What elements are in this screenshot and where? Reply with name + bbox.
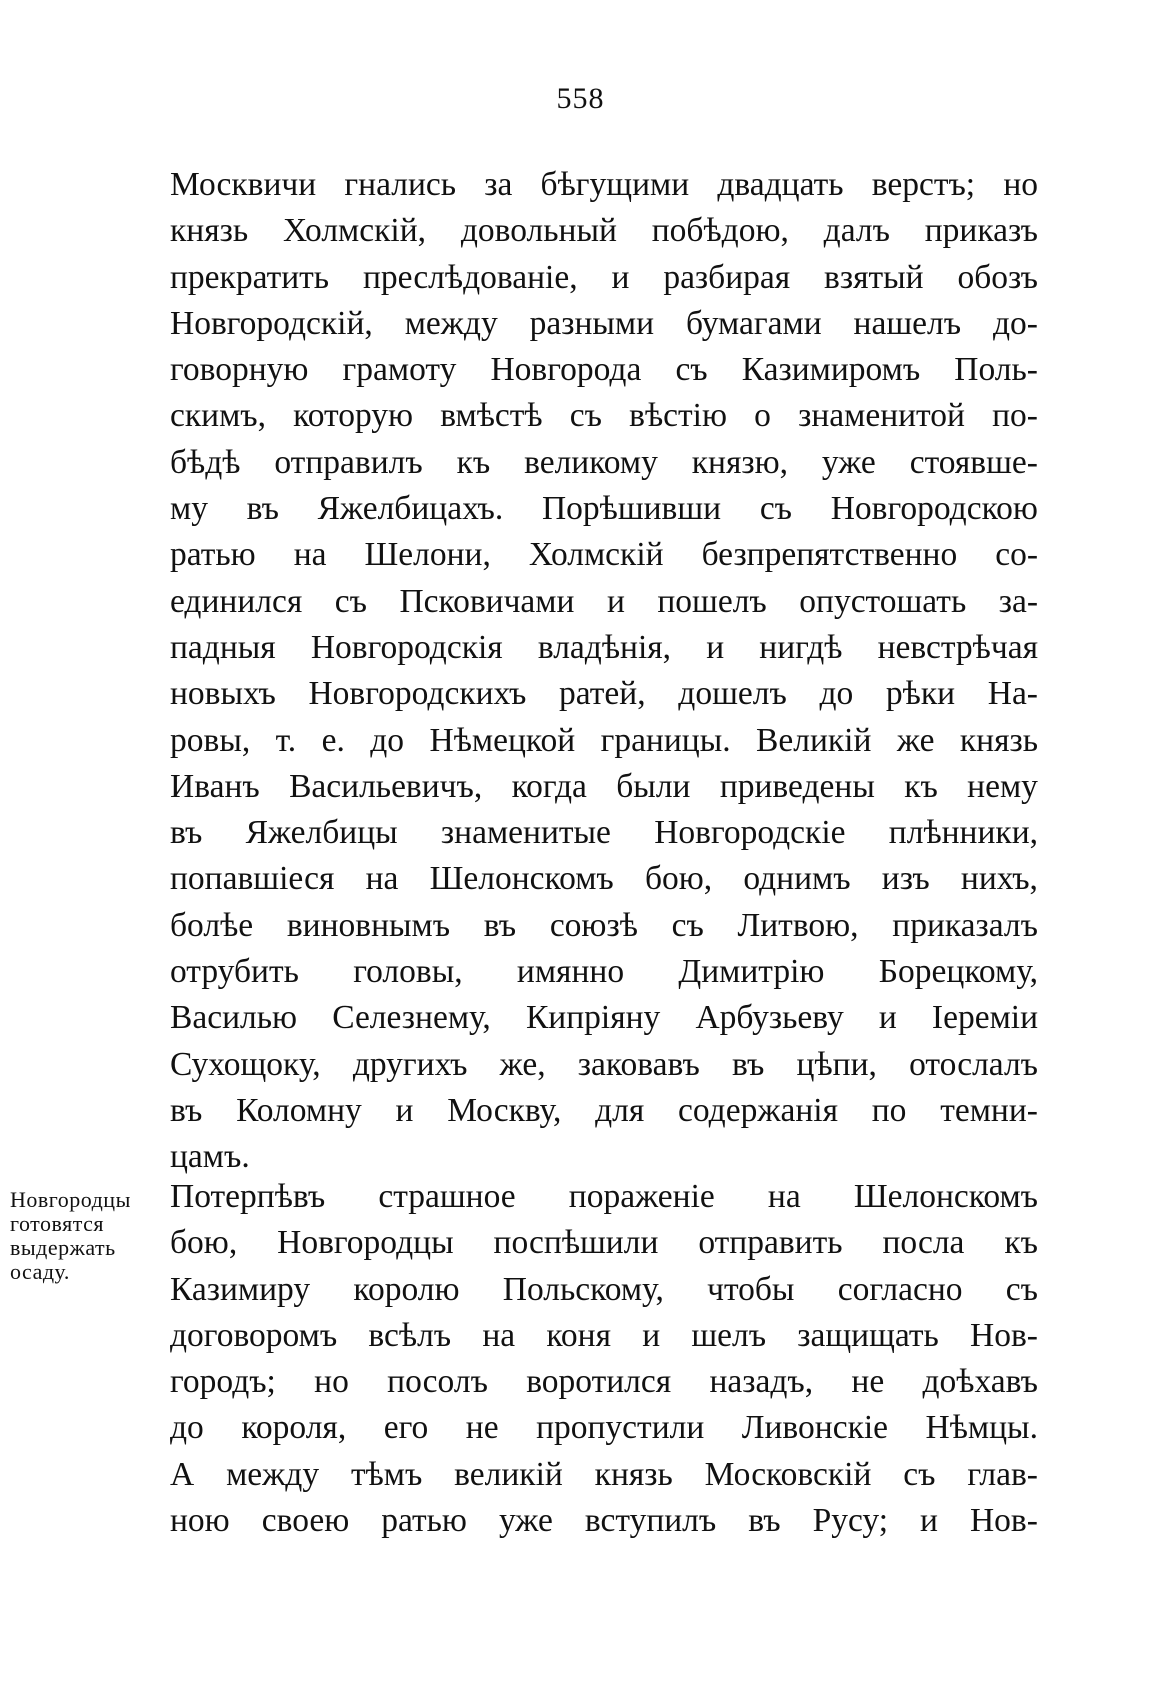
word: глав- — [967, 1455, 1038, 1493]
word: Новгородскія — [310, 628, 503, 666]
text-line — [170, 1042, 1038, 1088]
word: границы. — [600, 721, 731, 759]
word: знаменитой — [798, 397, 965, 435]
word: до — [370, 721, 405, 759]
word: великій — [454, 1455, 563, 1493]
word: въ — [170, 1091, 203, 1129]
word: Новгородскихъ — [308, 675, 527, 713]
word: съ — [759, 490, 793, 528]
word: опустошать — [799, 582, 967, 620]
word: Шелонскомъ — [429, 860, 614, 898]
word: бою, — [170, 1224, 238, 1262]
word: приведены — [719, 767, 875, 805]
word: бѣгущими — [540, 166, 690, 203]
word: нашелъ — [853, 304, 962, 342]
word: къ — [904, 767, 938, 805]
word: Иванъ — [170, 767, 260, 805]
text-line — [170, 995, 1038, 1041]
word: нихъ, — [960, 860, 1038, 898]
word: Псковичами — [399, 582, 575, 620]
word: всѣлъ — [368, 1316, 452, 1354]
word: же, — [499, 1045, 546, 1083]
word: до — [170, 1409, 204, 1447]
word: изъ — [881, 860, 930, 898]
text-line — [170, 347, 1038, 393]
word: невстрѣчая — [877, 628, 1038, 666]
word: Нѣмцы. — [925, 1409, 1038, 1447]
word: разными — [529, 304, 655, 342]
text-line — [170, 1088, 1038, 1134]
word: приказалъ — [892, 906, 1038, 944]
word: ратей, — [559, 675, 646, 713]
word: королю — [353, 1270, 460, 1308]
word: Димитрію — [678, 953, 825, 991]
word: и — [611, 258, 630, 296]
word: пропустили — [536, 1409, 705, 1447]
text-line — [170, 301, 1038, 347]
text-line — [170, 579, 1038, 625]
word: Василью — [170, 999, 298, 1037]
word: согласно — [837, 1270, 963, 1308]
word: содержанія — [678, 1091, 838, 1129]
word: были — [616, 767, 691, 805]
text-line — [170, 1220, 1038, 1266]
marginal-note-line: выдержать — [10, 1235, 116, 1260]
word: Борецкому, — [878, 953, 1038, 991]
word: отослалъ — [909, 1045, 1038, 1083]
word: приказъ — [924, 212, 1038, 250]
word: А — [170, 1455, 195, 1493]
word: Холмскій, — [282, 212, 427, 250]
word: съ — [675, 351, 708, 389]
word: темни- — [940, 1091, 1038, 1129]
text-line — [170, 625, 1038, 671]
text-line — [170, 1359, 1038, 1405]
word: съ — [1005, 1270, 1038, 1308]
word: бумагами — [685, 304, 822, 342]
text-line — [170, 1267, 1038, 1313]
word: пошелъ — [657, 582, 767, 620]
word: Москвичи — [170, 166, 317, 203]
word: Нѣмецкой — [429, 721, 576, 759]
word: ратью — [381, 1502, 467, 1540]
word: которую — [293, 397, 414, 435]
word: Русу; — [812, 1502, 889, 1540]
word: Васильевичъ, — [289, 767, 483, 805]
word: на — [482, 1316, 516, 1354]
word: договоромъ — [170, 1316, 338, 1354]
text-line — [170, 1452, 1038, 1498]
word: вмѣстѣ — [440, 397, 543, 435]
word: воротился — [526, 1363, 672, 1401]
word: новыхъ — [170, 675, 276, 713]
word: заковавъ — [577, 1045, 700, 1083]
word: со- — [995, 536, 1038, 574]
text-line — [170, 949, 1038, 995]
word: защищать — [797, 1316, 939, 1354]
word: плѣнники, — [888, 814, 1038, 852]
word: по- — [992, 397, 1038, 435]
word: Польскому, — [502, 1270, 664, 1308]
word: съ — [903, 1455, 936, 1493]
word: великому — [524, 443, 658, 481]
word: Потерпѣвъ — [170, 1178, 326, 1215]
word: Новгорода — [490, 351, 642, 389]
word: стоявше- — [909, 443, 1038, 481]
word: къ — [1004, 1224, 1038, 1262]
word: говорную — [170, 351, 309, 389]
word: и — [642, 1316, 661, 1354]
text-line — [170, 810, 1038, 856]
word: Московскій — [704, 1455, 872, 1493]
word: Литвою, — [737, 906, 859, 944]
word: падныя — [170, 628, 276, 666]
word: ною — [170, 1502, 230, 1540]
word: вступилъ — [584, 1502, 717, 1540]
word: разбирая — [663, 258, 791, 296]
word: взятый — [824, 258, 924, 296]
word: въ — [748, 1502, 781, 1540]
word: коня — [546, 1316, 611, 1354]
word: преслѣдованіе, — [362, 258, 578, 296]
word: на — [293, 536, 327, 574]
word: отправилъ — [274, 443, 423, 481]
word: отрубить — [170, 953, 299, 991]
word: городъ; — [170, 1363, 276, 1401]
word: Арбузьеву — [695, 999, 844, 1037]
word: верстъ; — [871, 166, 976, 203]
word: дошелъ — [678, 675, 787, 713]
word: т. — [275, 721, 297, 759]
text-line — [170, 903, 1038, 949]
word: посла — [882, 1224, 965, 1262]
word: князю, — [691, 443, 789, 481]
word: довольный — [460, 212, 617, 250]
word: Казимиромъ — [741, 351, 921, 389]
word: Коломну — [236, 1091, 362, 1129]
word: далъ — [823, 212, 890, 250]
word: отправить — [698, 1224, 843, 1262]
word: Новгородцы — [277, 1224, 454, 1262]
word: рѣки — [885, 675, 956, 713]
word: му — [170, 490, 208, 528]
word: нему — [967, 767, 1038, 805]
word: болѣе — [170, 906, 254, 944]
word: посолъ — [387, 1363, 488, 1401]
word: въ — [170, 814, 203, 852]
word: и — [606, 582, 625, 620]
word: не — [465, 1409, 499, 1447]
word: доѣхавъ — [922, 1363, 1038, 1401]
word: на — [365, 860, 399, 898]
text-line — [170, 162, 1038, 208]
word: шелъ — [691, 1316, 767, 1354]
word: Яжелбицы — [245, 814, 398, 852]
word: не — [851, 1363, 885, 1401]
word: виновнымъ — [286, 906, 451, 944]
word: безпрепятственно — [701, 536, 958, 574]
word: къ — [456, 443, 491, 481]
word: бѣдѣ — [170, 443, 241, 481]
text-line — [170, 393, 1038, 439]
word: до- — [992, 304, 1038, 342]
word: двадцать — [717, 166, 844, 203]
word: князь — [594, 1455, 673, 1493]
word: Ливонскіе — [741, 1409, 889, 1447]
text-line — [170, 532, 1038, 578]
word: между — [226, 1455, 320, 1493]
word: гнались — [344, 166, 457, 203]
word: Нов- — [970, 1316, 1038, 1354]
word: Селезнему, — [332, 999, 491, 1037]
word: для — [595, 1091, 645, 1129]
word: скимъ, — [170, 397, 266, 435]
word: попавшіеся — [170, 860, 335, 898]
word: Холмскій — [528, 536, 664, 574]
word: однимъ — [743, 860, 851, 898]
word: страшное — [378, 1178, 516, 1215]
word: побѣдою, — [651, 212, 789, 250]
word: имянно — [516, 953, 625, 991]
word: нигдѣ — [759, 628, 843, 666]
text-line — [170, 671, 1038, 717]
word: тѣмъ — [350, 1455, 423, 1493]
word: Нов- — [969, 1502, 1038, 1540]
word: князь — [170, 212, 249, 250]
word: Новгородскою — [830, 490, 1038, 528]
word: уже — [498, 1502, 553, 1540]
word: между — [404, 304, 498, 342]
word: и — [706, 628, 725, 666]
word: е. — [321, 721, 345, 759]
marginal-note-line: готовятся — [10, 1211, 104, 1236]
word: Сухощоку, — [170, 1045, 321, 1083]
word: головы, — [353, 953, 463, 991]
word: въ — [732, 1045, 765, 1083]
text-line — [170, 764, 1038, 810]
word: за — [484, 166, 513, 203]
word: Яжелбицахъ. — [317, 490, 504, 528]
word: его — [383, 1409, 429, 1447]
word: вѣстію — [629, 397, 727, 435]
word: чтобы — [707, 1270, 795, 1308]
word: цамъ. — [170, 1138, 250, 1176]
word: и — [395, 1091, 414, 1129]
text-line — [170, 1498, 1038, 1544]
text-line — [170, 208, 1038, 254]
word: ровы, — [170, 721, 251, 759]
paragraph-2 — [170, 1174, 1038, 1544]
word: Великій — [756, 721, 872, 759]
word: единился — [170, 582, 303, 620]
word: Москву, — [447, 1091, 562, 1129]
word: На- — [987, 675, 1038, 713]
word: князь — [959, 721, 1038, 759]
text-line — [170, 718, 1038, 764]
word: за- — [998, 582, 1038, 620]
word: до — [819, 675, 854, 713]
word: грамоту — [342, 351, 457, 389]
word: прекратить — [170, 258, 330, 296]
word: уже — [821, 443, 876, 481]
text-line — [170, 1405, 1038, 1451]
word: союзѣ — [549, 906, 638, 944]
word: когда — [511, 767, 587, 805]
text-line — [170, 255, 1038, 301]
text-line — [170, 440, 1038, 486]
word: владѣнія, — [537, 628, 672, 666]
word: Кипріяну — [525, 999, 661, 1037]
word: назадъ, — [709, 1363, 814, 1401]
word: своею — [261, 1502, 350, 1540]
word: Шелонскомъ — [853, 1178, 1038, 1215]
word: обозъ — [957, 258, 1038, 296]
word: и — [920, 1502, 938, 1540]
word: о — [754, 397, 771, 435]
marginal-note-line: Новгородцы — [10, 1187, 131, 1212]
word: Новгородскій, — [170, 304, 373, 342]
word: въ — [246, 490, 279, 528]
word: Новгородскіе — [654, 814, 846, 852]
word: цѣпи, — [796, 1045, 877, 1083]
word: но — [1003, 166, 1038, 203]
word: Шелони, — [364, 536, 491, 574]
text-line — [170, 856, 1038, 902]
text-line — [170, 1174, 1038, 1220]
word: Порѣшивши — [541, 490, 722, 528]
word: знаменитые — [440, 814, 611, 852]
word: съ — [671, 906, 704, 944]
word: пораженіе — [568, 1178, 715, 1215]
page-number: 558 — [556, 82, 605, 115]
word: поспѣшили — [493, 1224, 659, 1262]
paragraph-1 — [170, 162, 1038, 1181]
marginal-note-line: осаду. — [10, 1259, 70, 1284]
word: но — [314, 1363, 349, 1401]
marginal-note — [10, 1188, 160, 1284]
word: же — [896, 721, 935, 759]
word: бою, — [644, 860, 713, 898]
word: ратью — [170, 536, 256, 574]
word: Іереміи — [931, 999, 1038, 1037]
word: Казимиру — [170, 1270, 311, 1308]
word: на — [767, 1178, 801, 1215]
word: и — [878, 999, 897, 1037]
word: въ — [483, 906, 517, 944]
word: съ — [569, 397, 602, 435]
word: короля, — [241, 1409, 347, 1447]
word: Поль- — [954, 351, 1038, 389]
word: съ — [334, 582, 367, 620]
text-line — [170, 1313, 1038, 1359]
word: по — [871, 1091, 907, 1129]
text-line — [170, 486, 1038, 532]
word: другихъ — [352, 1045, 468, 1083]
